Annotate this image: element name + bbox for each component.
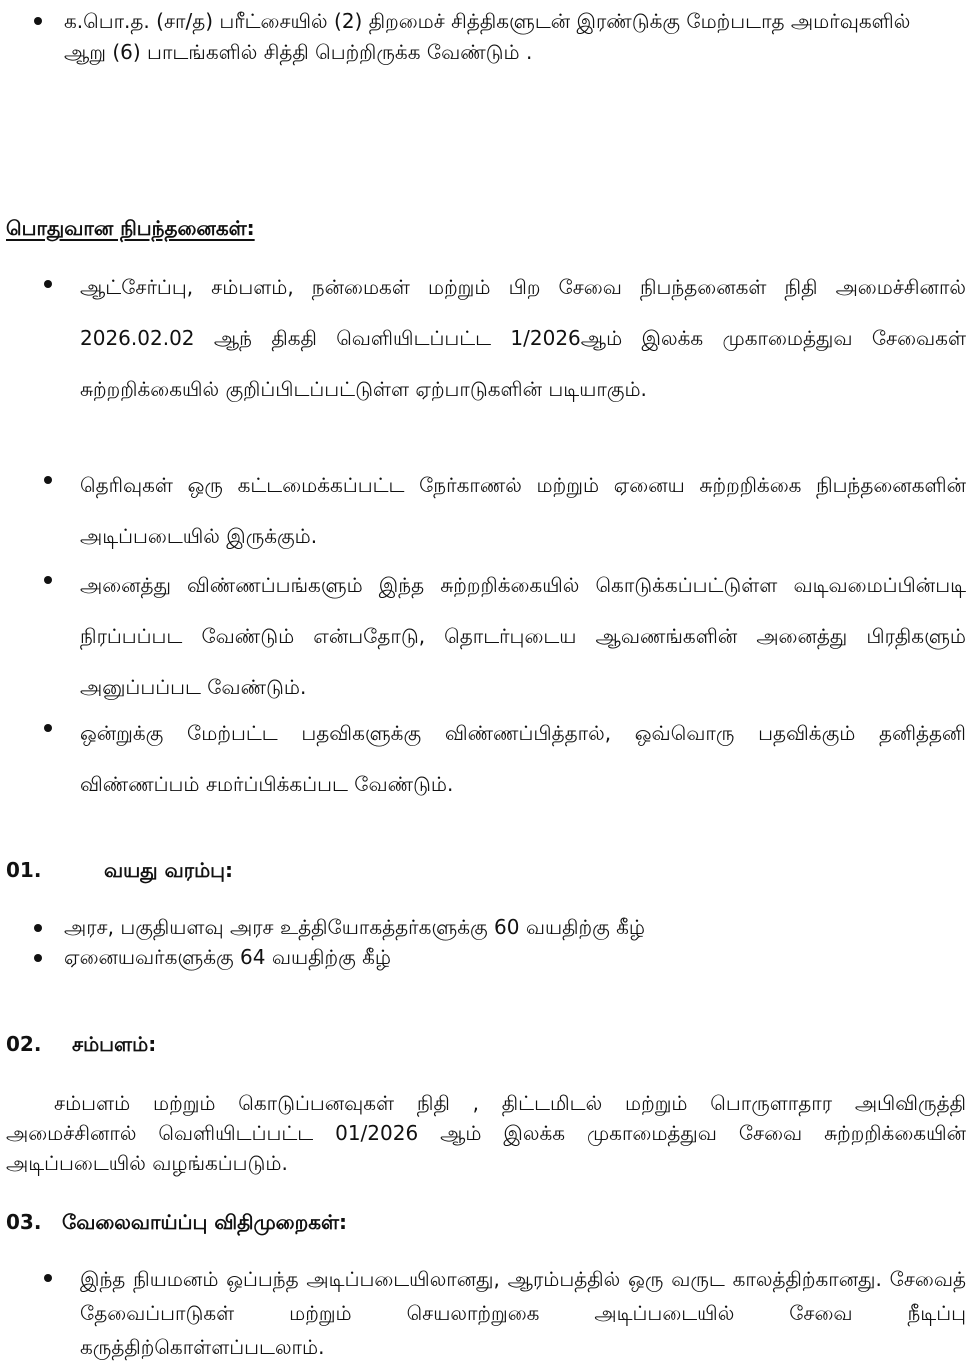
condition-text: தெரிவுகள் ஒரு கட்டமைக்கப்பட்ட நேர்காணல் மற்றும் ஏனைய சுற்றறிக்கை நிபந்தனைகளின் அடிப்படையில் இருக்கும். xyxy=(80,473,966,548)
bullet-icon xyxy=(44,724,52,732)
employment-terms-heading: வேலைவாய்ப்பு விதிமுறைகள்: xyxy=(62,1210,348,1234)
section-number: 01. xyxy=(6,858,42,882)
salary-paragraph: சம்பளம் மற்றும் கொடுப்பனவுகள் நிதி , திட்டமிடல் மற்றும் பொருளாதார அபிவிருத்தி அமைச்சினால் வெளியிடப்பட்ட 01/2026 ஆம் இலக்க முகாமைத்துவ சேவை சுற்றறிக்கையின் அடிப்படையில் வழங்கப்படும். xyxy=(6,1091,966,1175)
bullet-icon xyxy=(34,954,42,962)
bullet-icon xyxy=(34,924,42,932)
bullet-icon xyxy=(44,280,52,288)
age-limit-heading: வயது வரம்பு: xyxy=(104,858,234,882)
bullet-icon xyxy=(44,576,52,584)
employment-terms-text: இந்த நியமனம் ஒப்பந்த அடிப்படையிலானது, ஆரம்பத்தில் ஒரு வருட காலத்திற்கானது. சேவைத் தேவைப்பாடுகள் மற்றும் செயலாற்றுகை அடிப்படையில் சேவை நீடிப்பு கருத்திற்கொள்ளப்படலாம். xyxy=(80,1267,966,1359)
condition-text: ஒன்றுக்கு மேற்பட்ட பதவிகளுக்கு விண்ணப்பித்தால், ஒவ்வொரு பதவிக்கும் தனித்தனி விண்ணப்பம் சமர்ப்பிக்கப்பட வேண்டும். xyxy=(80,721,966,796)
qualification-text: க.பொ.த. (சா/த) பரீட்சையில் (2) திறமைச் சித்திகளுடன் இரண்டுக்கு மேற்படாத அமர்வுகளில் ஆறு (6) பாடங்களில் சித்தி பெற்றிருக்க வேண்டும் . xyxy=(64,9,911,64)
salary-heading: சம்பளம்: xyxy=(72,1032,157,1056)
age-limit-text: அரச, பகுதியளவு அரச உத்தியோகத்தர்களுக்கு 60 வயதிற்கு கீழ் xyxy=(64,915,646,939)
bullet-icon xyxy=(44,1274,52,1282)
bullet-icon xyxy=(44,476,52,484)
condition-text: அனைத்து விண்ணப்பங்களும் இந்த சுற்றறிக்கையில் கொடுக்கப்பட்டுள்ள வடிவமைப்பின்படி நிரப்பப்பட வேண்டும் என்பதோடு, தொடர்புடைய ஆவணங்களின் அனைத்து பிரதிகளும் அனுப்பப்பட வேண்டும். xyxy=(80,573,966,699)
section-number: 03. xyxy=(6,1210,42,1234)
bullet-icon xyxy=(34,17,42,25)
condition-text: ஆட்சேர்ப்பு, சம்பளம், நன்மைகள் மற்றும் பிற சேவை நிபந்தனைகள் நிதி அமைச்சினால் 2026.02.02 ஆந் திகதி வெளியிடப்பட்ட 1/2026ஆம் இலக்க முகாமைத்துவ சேவைகள் சுற்றறிக்கையில் குறிப்பிடப்பட்டுள்ள ஏற்பாடுகளின் படியாகும். xyxy=(80,275,966,401)
section-number: 02. xyxy=(6,1032,42,1056)
general-conditions-heading: பொதுவான நிபந்தனைகள்: xyxy=(6,216,255,240)
age-limit-text: ஏனையவர்களுக்கு 64 வயதிற்கு கீழ் xyxy=(64,945,392,969)
